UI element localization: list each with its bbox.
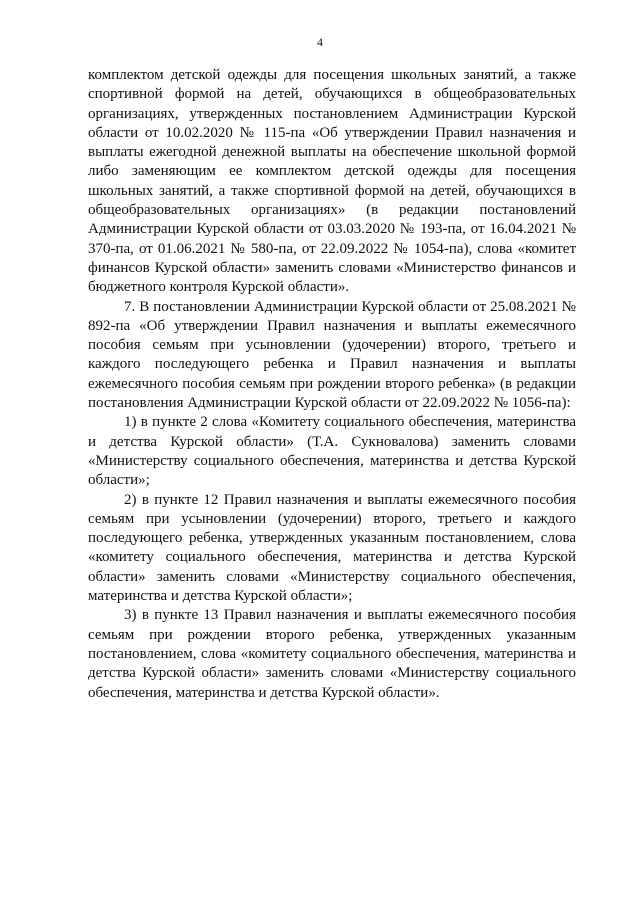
page-number: 4 (317, 35, 323, 49)
paragraph-subitem-1: 1) в пункте 2 слова «Комитету социального обеспечения, материнства и детства Курской области» (Т.А. Сукновалова) заменить словами «Министерству социального обеспечения, материнства и детства Курской области»; (88, 414, 576, 489)
document-body (88, 66, 576, 703)
paragraph-continuation: комплектом детской одежды для посещения школьных занятий, а также спортивной формой на детей, обучающихся в общеобразовательных организациях, утвержденных постановлением Администрации Курской области от 10.02.2020 № 115-па «Об утверждении Правил назначения и выплаты ежегодной денежной выплаты на обеспечение школьной формой либо заменяющим ее комплектом детской одежды для посещения школьных занятий, а также спортивной формой на детей, обучающихся в общеобразовательных организациях» (в редакции постановлений Администрации Курской области от 03.03.2020 № 193-па, от 16.04.2021 № 370-па, от 01.06.2021 № 580-па, от 22.09.2022 № 1054-па), слова «комитет финансов Курской области» заменить словами «Министерство финансов и бюджетного контроля Курской области». (88, 67, 576, 296)
paragraph-item-7: 7. В постановлении Администрации Курской области от 25.08.2021 № 892-па «Об утверждении Правил назначения и выплаты ежемесячного пособия семьям при усыновлении (удочерении) второго, третьего и каждого последующего ребенка и Правил назначения и выплаты ежемесячного пособия семьям при рождении второго ребенка» (в редакции постановления Администрации Курской области от 22.09.2022 № 1056-па): (88, 298, 576, 412)
paragraph-subitem-2: 2) в пункте 12 Правил назначения и выплаты ежемесячного пособия семьям при усыновлении (удочерении) второго, третьего и каждого последующего ребенка, утвержденных указанным постановлением, слова «комитету социального обеспечения, материнства и детства Курской области» заменить словами «Министерству социального обеспечения, материнства и детства Курской области»; (88, 491, 576, 605)
paragraph-subitem-3: 3) в пункте 13 Правил назначения и выплаты ежемесячного пособия семьям при рождении второго ребенка, утвержденных указанным постановлением, слова «комитету социального обеспечения, материнства и детства Курской области» заменить словами «Министерству социального обеспечения, материнства и детства Курской области». (88, 607, 576, 701)
